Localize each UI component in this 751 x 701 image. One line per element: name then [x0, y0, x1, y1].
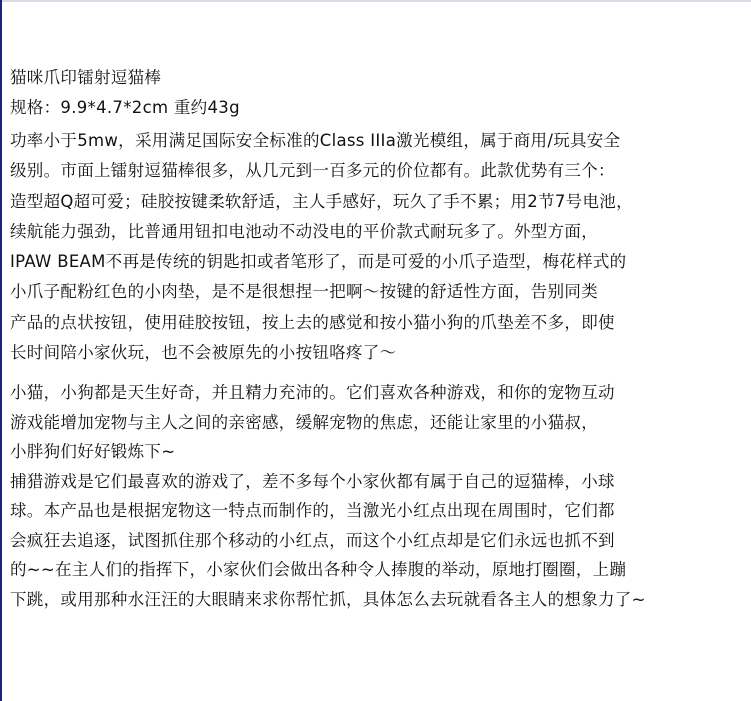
text-line: 小爪子配粉红色的小肉垫，是不是很想捏一把啊～按键的舒适性方面，告别同类	[10, 282, 598, 302]
text-line: 长时间陪小家伙玩，也不会被原先的小按钮咯疼了～	[10, 343, 397, 363]
paragraph-features	[10, 126, 748, 368]
text-line: 游戏能增加宠物与主人之间的亲密感，缓解宠物的焦虑，还能让家里的小猫叔，	[10, 412, 598, 432]
text-line: 小胖狗们好好锻炼下~	[10, 442, 176, 462]
text-line: 产品的点状按钮，使用硅胶按钮，按上去的感觉和按小猫小狗的爪垫差不多，即使	[10, 312, 615, 332]
left-border	[0, 0, 2, 701]
product-spec: 规格：9.9*4.7*2cm 重约43g	[10, 98, 240, 117]
text-line: IPAW BEAM不再是传统的钥匙扣或者笔形了，而是可爱的小爪子造型，梅花样式的	[10, 252, 627, 272]
text-line: 球。本产品也是根据宠物这一特点而制作的，当激光小红点出现在周围时，它们都	[10, 501, 615, 521]
product-title: 猫咪爪印镭射逗猫棒	[10, 68, 162, 87]
text-line: 下跳，或用那种水汪汪的大眼睛来求你帮忙抓，具体怎么去玩就看各主人的想象力了~	[10, 589, 646, 609]
text-line: 功率小于5mw，采用满足国际安全标准的Class IIIa激光模组，属于商用/玩具安全	[10, 131, 621, 150]
text-line: 的~~在主人们的指挥下，小家伙们会做出各种令人捧腹的举动，原地打圈圈，上蹦	[10, 560, 627, 580]
text-line: 续航能力强劲，比普通用钮扣电池动不动没电的平价款式耐玩多了。外型方面，	[10, 221, 598, 241]
paragraph-gap	[10, 368, 748, 378]
product-description	[10, 64, 748, 614]
text-line: 小猫，小狗都是天生好奇，并且精力充沛的。它们喜欢各种游戏，和你的宠物互动	[10, 383, 615, 403]
paragraph-pets	[10, 378, 748, 467]
text-line: 会疯狂去追逐，试图抓住那个移动的小红点，而这个小红点却是它们永远也抓不到	[10, 530, 615, 550]
text-line: 级别。市面上镭射逗猫棒很多，从几元到一百多元的价位都有。此款优势有三个：	[10, 161, 615, 181]
paragraph-play	[10, 467, 748, 615]
top-border	[0, 0, 751, 2]
text-line: 造型超Q超可爱；硅胶按键柔软舒适，主人手感好，玩久了手不累；用2节7号电池，	[10, 191, 633, 211]
text-line: 捕猎游戏是它们最喜欢的游戏了，差不多每个小家伙都有属于自己的逗猫棒，小球	[10, 471, 615, 491]
